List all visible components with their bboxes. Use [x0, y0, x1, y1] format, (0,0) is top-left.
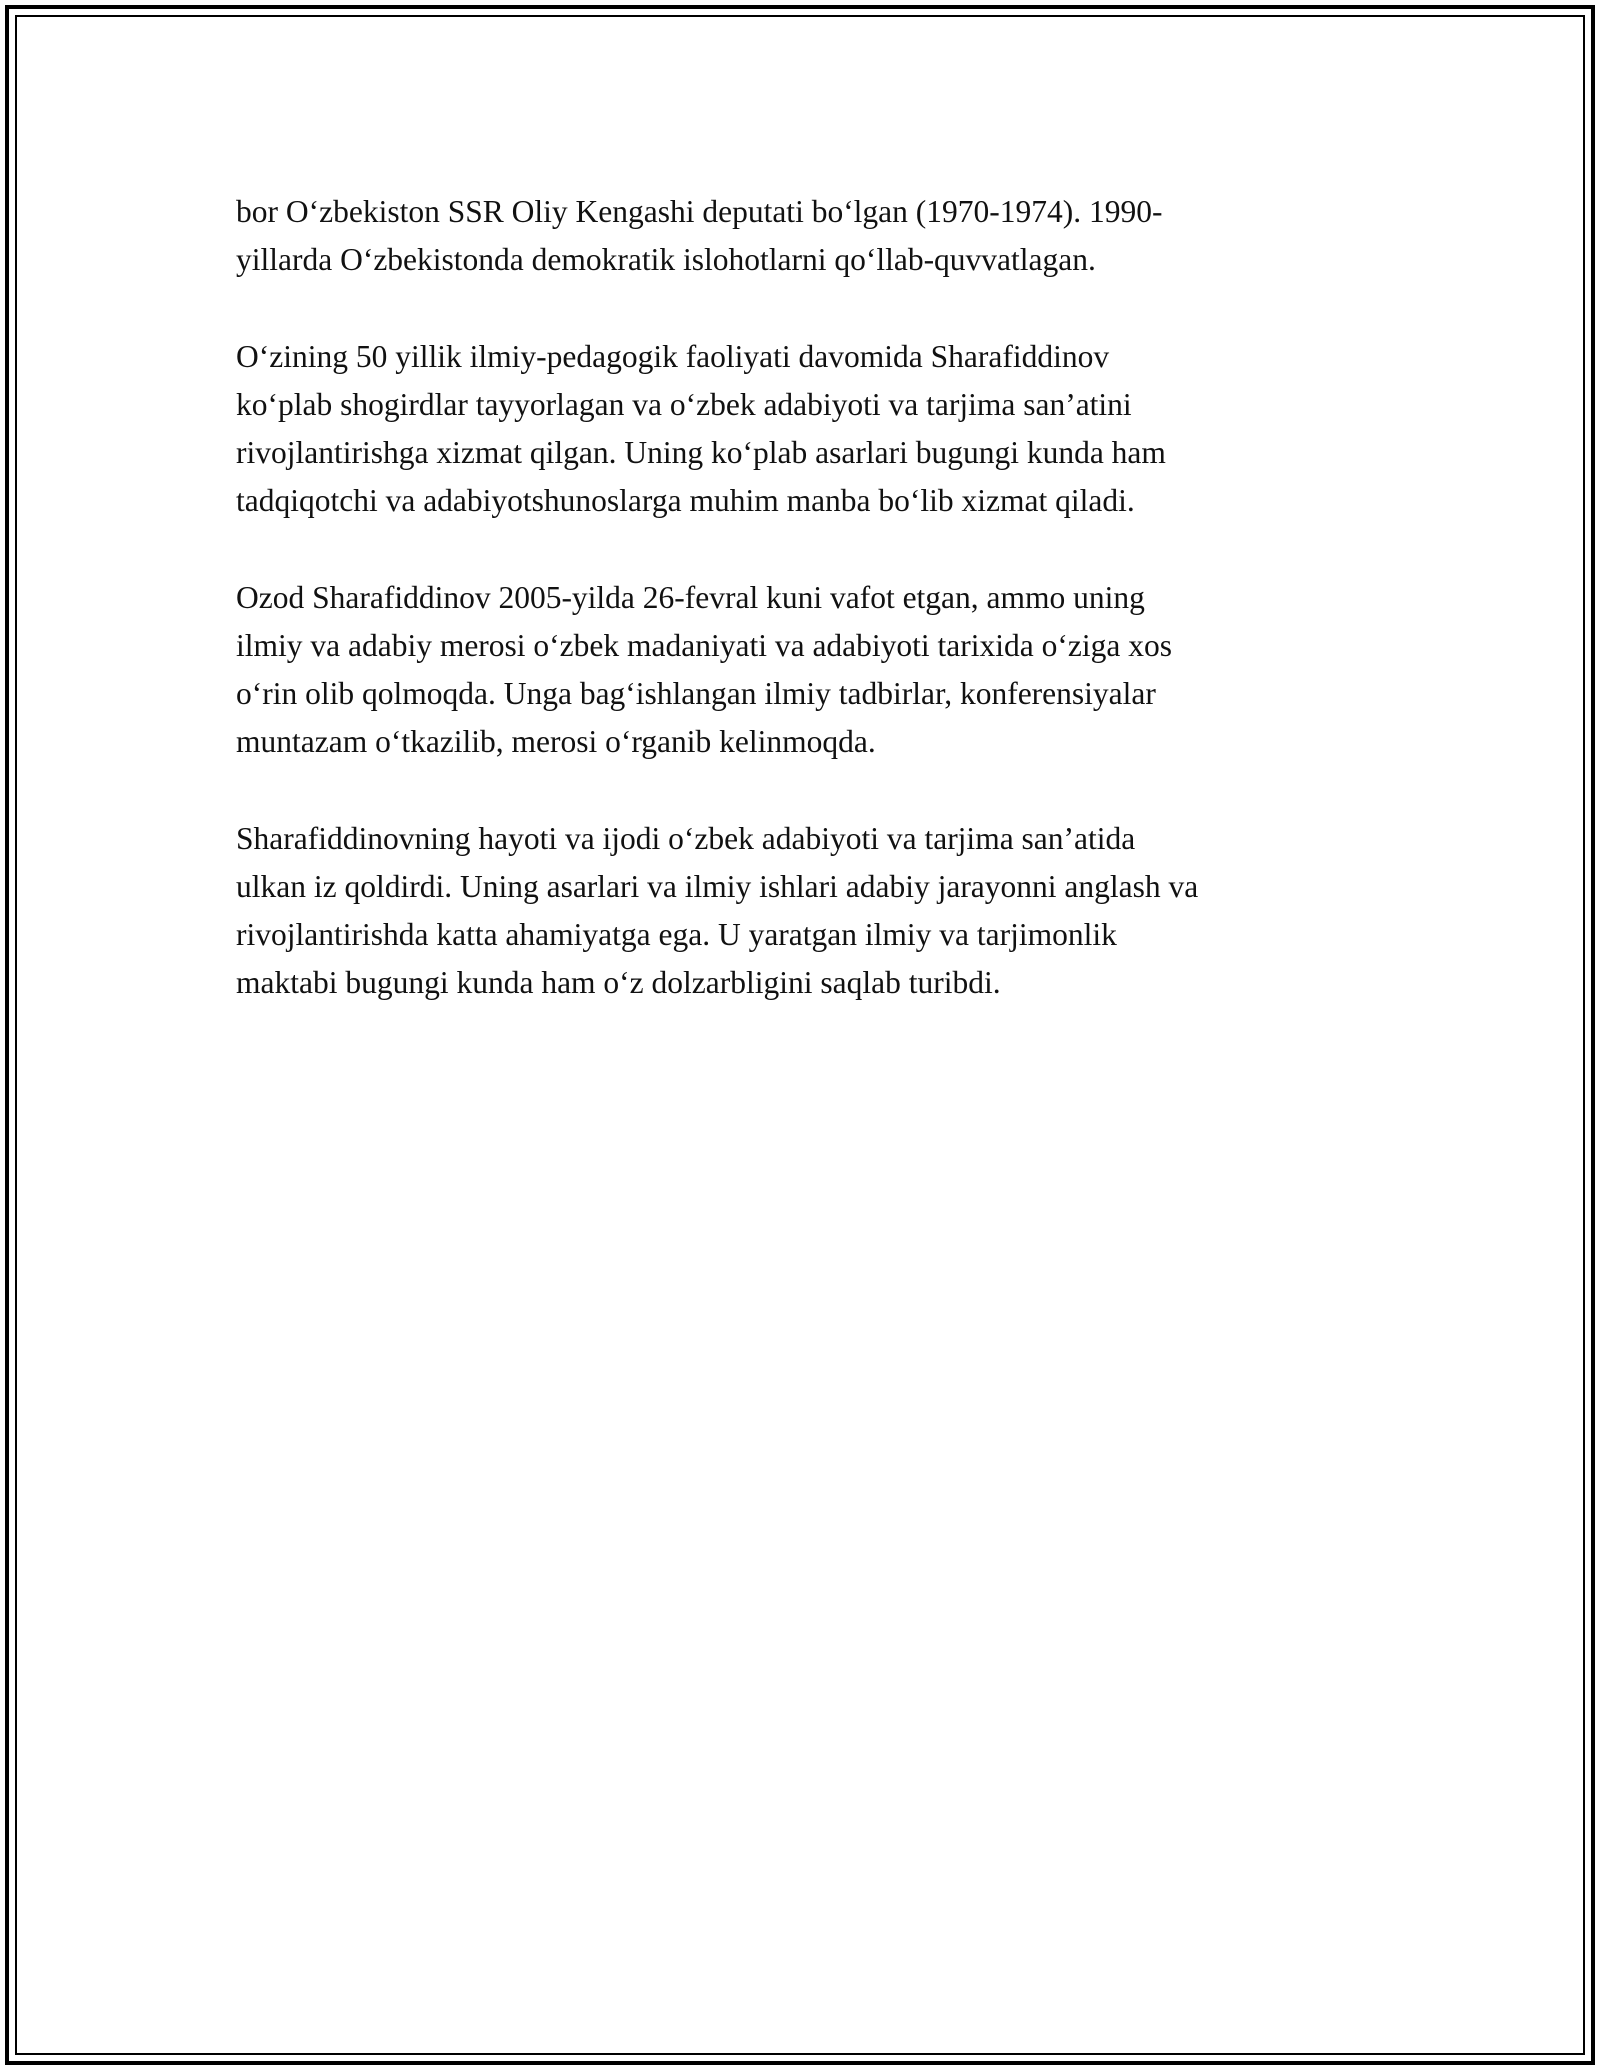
paragraph-1 — [236, 188, 1366, 284]
text-line: ilmiy va adabiy merosi o‘zbek madaniyati va adabiyoti tarixida o‘ziga xos — [236, 627, 1172, 663]
paragraph-4 — [236, 815, 1366, 1008]
document-body — [236, 188, 1366, 1056]
text-line: rivojlantirishda katta ahamiyatga ega. U yaratgan ilmiy va tarjimonlik — [236, 917, 1117, 952]
text-line: ko‘plab shogirdlar tayyorlagan va o‘zbek adabiyoti va tarjima san’atini — [236, 386, 1132, 422]
paragraph-3 — [236, 574, 1366, 767]
text-line: O‘zining 50 yillik ilmiy-pedagogik faoliyati davomida Sharafiddinov — [236, 338, 1110, 374]
text-line: rivojlantirishga xizmat qilgan. Uning ko‘plab asarlari bugungi kunda ham — [236, 435, 1166, 470]
text-line: ulkan iz qoldirdi. Uning asarlari va ilmiy ishlari adabiy jarayonni anglash va — [236, 868, 1199, 904]
text-line: yillarda O‘zbekistonda demokratik islohotlarni qo‘llab-quvvatlagan. — [236, 242, 1096, 278]
text-line: tadqiqotchi va adabiyotshunoslarga muhim manba bo‘lib xizmat qiladi. — [236, 483, 1135, 519]
text-line: maktabi bugungi kunda ham o‘z dolzarbligini saqlab turibdi. — [236, 965, 1001, 1001]
paragraph-2 — [236, 333, 1366, 526]
text-line: muntazam o‘tkazilib, merosi o‘rganib kelinmoqda. — [236, 724, 876, 760]
text-line: Ozod Sharafiddinov 2005-yilda 26-fevral kuni vafot etgan, ammo uning — [236, 579, 1145, 615]
text-line: Sharafiddinovning hayoti va ijodi o‘zbek adabiyoti va tarjima san’atida — [236, 820, 1136, 856]
text-line: o‘rin olib qolmoqda. Unga bag‘ishlangan ilmiy tadbirlar, konferensiyalar — [236, 676, 1156, 711]
text-line: bor O‘zbekiston SSR Oliy Kengashi deputati bo‘lgan (1970-1974). 1990- — [236, 194, 1163, 229]
